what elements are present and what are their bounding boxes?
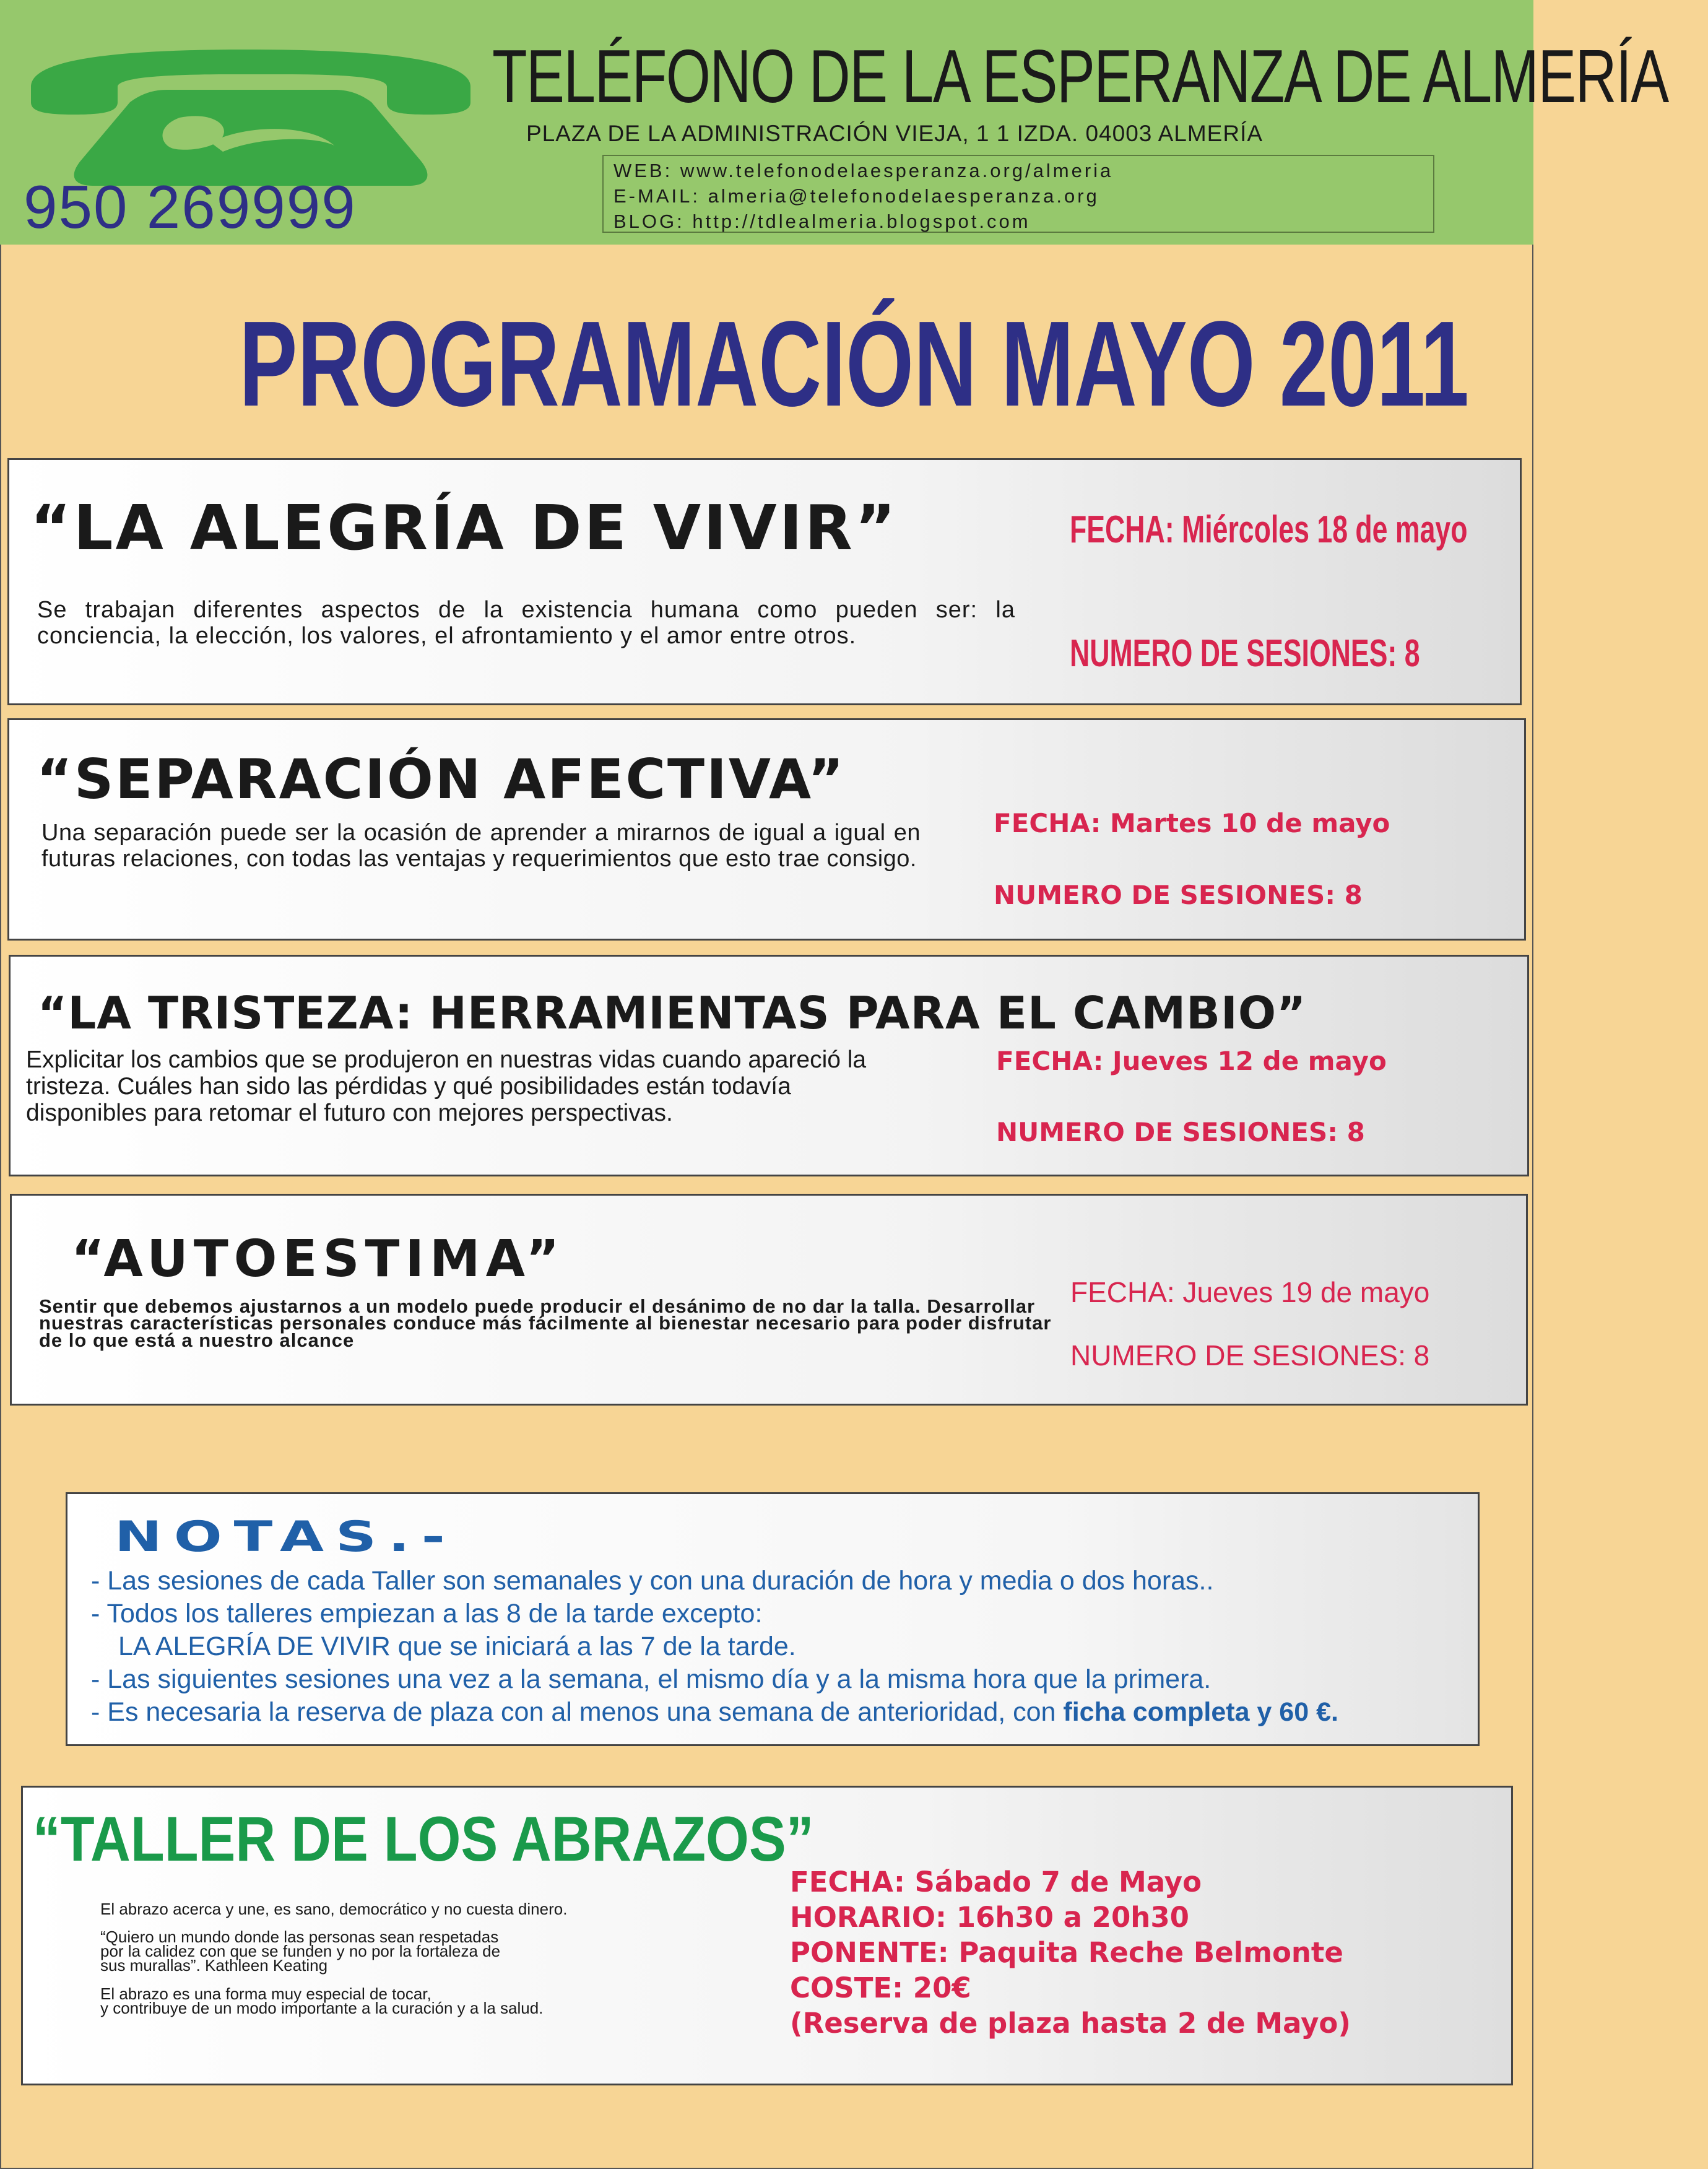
hug-date: FECHA: Sábado 7 de Mayo bbox=[790, 1866, 1202, 1898]
blog-link[interactable]: BLOG: http://tdlealmeria.blogspot.com bbox=[613, 211, 1031, 232]
workshop-sessions: NUMERO DE SESIONES: 8 bbox=[994, 880, 1363, 910]
hug-schedule: HORARIO: 16h30 a 20h30 bbox=[790, 1901, 1189, 1934]
workshop-description: Sentir que debemos ajustarnos a un modelo puede producir el desánimo de no dar la talla. Desarrollar nuestras características personales conduce más fácilmente al bienestar necesario para poder disfrutar de lo que está a nuestro alcance bbox=[39, 1295, 1052, 1351]
workshop-sessions: NUMERO DE SESIONES: 8 bbox=[996, 1117, 1365, 1147]
page-title-text: PROGRAMACIÓN MAYO 2011 bbox=[239, 296, 1469, 432]
hug-workshop-title: “TALLER DE LOS ABRAZOS” bbox=[33, 1804, 814, 1874]
note-line: LA ALEGRÍA DE VIVIR que se iniciará a las 7 de la tarde. bbox=[118, 1632, 796, 1661]
note-line: - Las sesiones de cada Taller son semanales y con una duración de hora y media o dos horas.. bbox=[91, 1566, 1214, 1596]
hug-text-closing: El abrazo es una forma muy especial de tocar, bbox=[100, 1984, 431, 2003]
hug-quote-line: por la calidez con que se funden y no por la fortaleza de bbox=[100, 1942, 501, 1960]
contact-box bbox=[602, 155, 1434, 233]
workshop-title: “AUTOESTIMA” bbox=[71, 1230, 565, 1289]
hug-cost: COSTE: 20€ bbox=[790, 1971, 971, 2004]
hug-speaker: PONENTE: Paquita Reche Belmonte bbox=[790, 1936, 1343, 1969]
workshop-title: “LA TRISTEZA: HERRAMIENTAS PARA EL CAMBIO” bbox=[38, 987, 1307, 1039]
workshop-date: FECHA: Jueves 19 de mayo bbox=[1070, 1276, 1430, 1308]
workshop-card bbox=[7, 718, 1526, 941]
page-title bbox=[0, 296, 1533, 432]
header-banner bbox=[0, 0, 1668, 245]
workshop-date: FECHA: Jueves 12 de mayo bbox=[996, 1046, 1387, 1076]
workshop-card bbox=[9, 955, 1529, 1176]
note-line: - Las siguientes sesiones una vez a la semana, el mismo día y a la misma hora que la primera. bbox=[91, 1664, 1212, 1694]
phone-number: 950 269999 bbox=[24, 173, 357, 241]
note-line: - Todos los talleres empiezan a las 8 de la tarde excepto: bbox=[91, 1599, 763, 1628]
organization-title: TELÉFONO DE LA ESPERANZA DE ALMERÍA bbox=[492, 34, 1668, 118]
workshop-sessions: NUMERO DE SESIONES: 8 bbox=[1070, 1339, 1430, 1371]
note-bold-text: ficha completa y 60 €. bbox=[1063, 1697, 1338, 1727]
workshop-title: “LA ALEGRÍA DE VIVIR” bbox=[30, 492, 898, 564]
organization-address: PLAZA DE LA ADMINISTRACIÓN VIEJA, 1 1 IZDA. 04003 ALMERÍA bbox=[526, 121, 1264, 146]
notes-title: NOTAS.- bbox=[115, 1513, 457, 1562]
workshop-date: FECHA: Martes 10 de mayo bbox=[994, 808, 1390, 838]
workshop-description: Explicitar los cambios que se produjeron en nuestras vidas cuando apareció la tristeza. Cuáles han sido las pérdidas y qué posibilidades están todavía disponibles para retomar el futuro con mejores perspectivas. bbox=[26, 1046, 867, 1126]
notes-box bbox=[66, 1492, 1480, 1746]
workshop-card bbox=[7, 458, 1522, 705]
workshop-title: “SEPARACIÓN AFECTIVA” bbox=[37, 747, 846, 811]
hug-workshop-card bbox=[21, 1786, 1513, 2085]
hug-text-intro: El abrazo acerca y une, es sano, democrático y no cuesta dinero. bbox=[100, 1900, 568, 1918]
hug-text-closing: y contribuye de un modo importante a la curación y a la salud. bbox=[100, 1999, 544, 2017]
workshop-description: Se trabajan diferentes aspectos de la existencia humana como pueden ser: la conciencia, la elección, los valores, el afrontamiento y el amor entre otros. bbox=[37, 597, 1015, 649]
hug-reservation: (Reserva de plaza hasta 2 de Mayo) bbox=[790, 2007, 1351, 2040]
web-link[interactable]: WEB: www.telefonodelaesperanza.org/almeria bbox=[613, 160, 1114, 181]
workshop-card bbox=[10, 1194, 1528, 1406]
workshop-description: Una separación puede ser la ocasión de aprender a mirarnos de igual a igual en futuras relaciones, con todas las ventajas y requerimientos que esto trae consigo. bbox=[41, 820, 921, 872]
hug-quote-line: “Quiero un mundo donde las personas sean respetadas bbox=[100, 1928, 499, 1946]
note-line: - Es necesaria la reserva de plaza con al menos una semana de anterioridad, con ficha completa y 60 €. bbox=[91, 1697, 1338, 1727]
email-link[interactable]: E-MAIL: almeria@telefonodelaesperanza.org bbox=[613, 185, 1099, 207]
workshop-sessions: NUMERO DE SESIONES: 8 bbox=[1070, 632, 1420, 675]
workshop-date: FECHA: Miércoles 18 de mayo bbox=[1070, 508, 1468, 551]
hug-quote-line: sus murallas”. Kathleen Keating bbox=[100, 1956, 328, 1975]
